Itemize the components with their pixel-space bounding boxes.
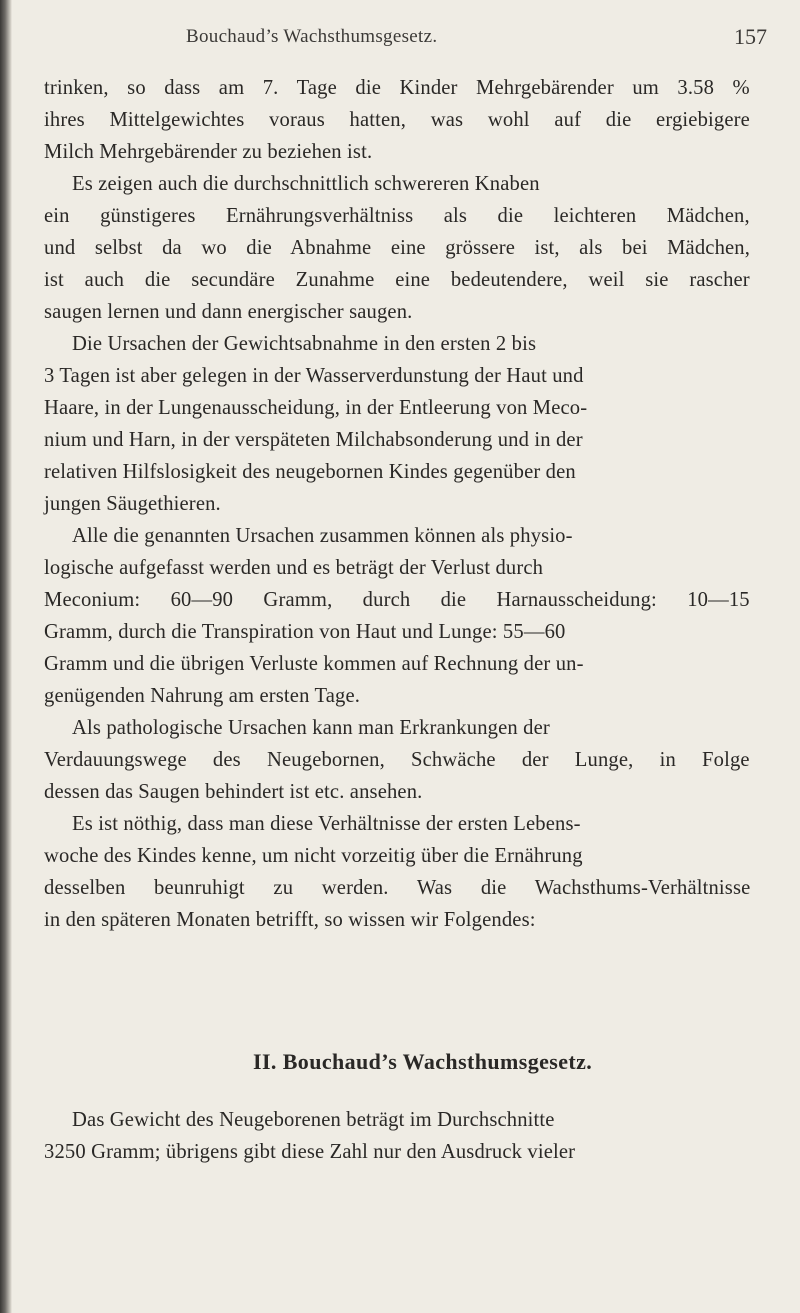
section-heading: II. Bouchaud’s Wachsthumsgesetz.	[253, 1049, 593, 1074]
text-line: saugen lernen und dann energischer saugen.	[44, 301, 413, 323]
text-line: Alle die genannten Ursachen zusammen können als physio-	[72, 525, 573, 547]
text-line: Es ist nöthig, dass man diese Verhältnisse der ersten Lebens-	[72, 813, 581, 835]
text-line: genügenden Nahrung am ersten Tage.	[44, 685, 361, 707]
page-header	[0, 24, 800, 54]
text-line: Als pathologische Ursachen kann man Erkrankungen der	[72, 717, 550, 739]
text-line: in den späteren Monaten betrifft, so wissen wir Folgendes:	[44, 909, 536, 931]
text-line: Die Ursachen der Gewichtsabnahme in den ersten 2 bis	[72, 333, 537, 355]
text-line: relativen Hilfslosigkeit des neugebornen Kindes gegenüber den	[44, 461, 576, 483]
text-line: ein günstigeres Ernährungsverhältniss als die leichteren Mädchen,	[44, 205, 750, 227]
text-line: trinken, so dass am 7. Tage die Kinder Mehrgebärender um 3.58 %	[44, 77, 750, 99]
text-line: desselben beunruhigt zu werden. Was die Wachsthums-Verhältnisse	[44, 877, 751, 899]
text-line: ist auch die secundäre Zunahme eine bedeutendere, weil sie rascher	[44, 269, 750, 291]
text-line: Es zeigen auch die durchschnittlich schwereren Knaben	[72, 173, 540, 195]
text-line: woche des Kindes kenne, um nicht vorzeitig über die Ernährung	[44, 845, 583, 867]
text-line: 3250 Gramm; übrigens gibt diese Zahl nur den Ausdruck vieler	[44, 1141, 576, 1163]
text-line: Gramm, durch die Transpiration von Haut und Lunge: 55—60	[44, 621, 566, 643]
text-line: Haare, in der Lungenausscheidung, in der Entleerung von Meco-	[44, 397, 588, 419]
text-line: Das Gewicht des Neugeborenen beträgt im Durchschnitte	[72, 1109, 555, 1131]
text-line: jungen Säugethieren.	[44, 493, 221, 515]
text-line: nium und Harn, in der verspäteten Milchabsonderung und in der	[44, 429, 583, 451]
text-line: Meconium: 60—90 Gramm, durch die Harnausscheidung: 10—15	[44, 589, 750, 611]
text-line: Verdauungswege des Neugebornen, Schwäche der Lunge, in Folge	[44, 749, 750, 771]
text-line: und selbst da wo die Abnahme eine grössere ist, als bei Mädchen,	[44, 237, 751, 259]
text-line: 3 Tagen ist aber gelegen in der Wasserverdunstung der Haut und	[44, 365, 584, 387]
page-number: 157	[734, 24, 767, 49]
text-line: Gramm und die übrigen Verluste kommen auf Rechnung der un-	[44, 653, 584, 675]
text-line: Milch Mehrgebärender zu beziehen ist.	[44, 141, 373, 163]
running-title: Bouchaud’s Wachsthumsgesetz.	[186, 26, 438, 47]
text-line: ihres Mittelgewichtes voraus hatten, was wohl auf die ergiebigere	[44, 109, 750, 131]
text-line: logische aufgefasst werden und es beträgt der Verlust durch	[44, 557, 544, 579]
text-line: dessen das Saugen behindert ist etc. ansehen.	[44, 781, 423, 803]
